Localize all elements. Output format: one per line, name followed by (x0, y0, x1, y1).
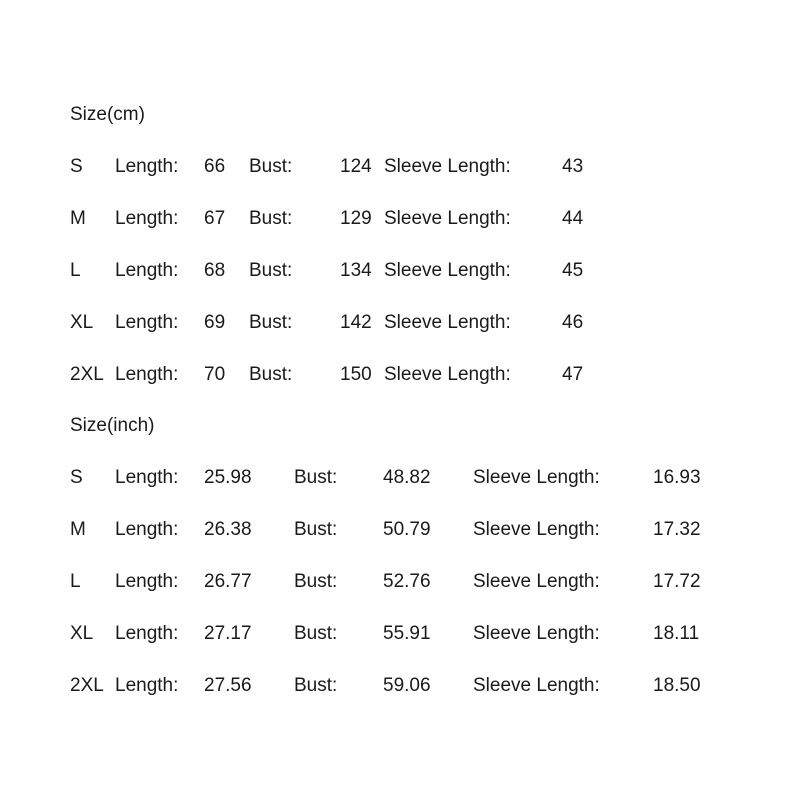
sleeve-length-value: 17.72 (653, 571, 701, 592)
size-label: L (70, 571, 81, 592)
length-label: Length: (115, 467, 179, 488)
length-value: 70 (204, 364, 226, 385)
bust-value: 48.82 (383, 467, 431, 488)
sleeve-length-label: Sleeve Length: (384, 312, 511, 333)
size-label: S (70, 156, 83, 177)
bust-label: Bust: (294, 675, 338, 696)
length-value: 27.56 (204, 675, 252, 696)
length-label: Length: (115, 623, 179, 644)
sleeve-length-value: 45 (562, 260, 584, 281)
size-row-cm-xl (0, 311, 800, 335)
size-inch-title: Size(inch) (70, 415, 155, 436)
length-label: Length: (115, 675, 179, 696)
sleeve-length-label: Sleeve Length: (473, 467, 600, 488)
size-row-cm-s (0, 155, 800, 179)
bust-value: 50.79 (383, 519, 431, 540)
length-value: 67 (204, 208, 226, 229)
bust-value: 129 (340, 208, 372, 229)
size-label: XL (70, 312, 94, 333)
bust-label: Bust: (294, 571, 338, 592)
sleeve-length-label: Sleeve Length: (384, 260, 511, 281)
size-label: XL (70, 623, 94, 644)
bust-label: Bust: (249, 208, 293, 229)
length-value: 25.98 (204, 467, 252, 488)
sleeve-length-label: Sleeve Length: (473, 571, 600, 592)
bust-value: 52.76 (383, 571, 431, 592)
size-row-inch-s (0, 466, 800, 490)
size-label: M (70, 519, 86, 540)
length-value: 26.38 (204, 519, 252, 540)
length-value: 69 (204, 312, 226, 333)
bust-label: Bust: (249, 364, 293, 385)
size-row-inch-xl (0, 622, 800, 646)
sleeve-length-value: 43 (562, 156, 584, 177)
sleeve-length-value: 16.93 (653, 467, 701, 488)
length-value: 27.17 (204, 623, 252, 644)
size-row-inch-l (0, 570, 800, 594)
sleeve-length-label: Sleeve Length: (384, 156, 511, 177)
bust-value: 55.91 (383, 623, 431, 644)
sleeve-length-label: Sleeve Length: (473, 675, 600, 696)
size-label: 2XL (70, 675, 104, 696)
sleeve-length-value: 46 (562, 312, 584, 333)
bust-label: Bust: (249, 312, 293, 333)
bust-value: 142 (340, 312, 372, 333)
length-label: Length: (115, 519, 179, 540)
length-label: Length: (115, 364, 179, 385)
length-value: 26.77 (204, 571, 252, 592)
bust-value: 150 (340, 364, 372, 385)
size-row-cm-l (0, 259, 800, 283)
sleeve-length-value: 44 (562, 208, 584, 229)
sleeve-length-label: Sleeve Length: (473, 623, 600, 644)
bust-label: Bust: (294, 467, 338, 488)
length-value: 68 (204, 260, 226, 281)
bust-value: 134 (340, 260, 372, 281)
sleeve-length-value: 47 (562, 364, 584, 385)
size-row-inch-m (0, 518, 800, 542)
size-label: M (70, 208, 86, 229)
length-label: Length: (115, 571, 179, 592)
sleeve-length-label: Sleeve Length: (384, 364, 511, 385)
length-value: 66 (204, 156, 226, 177)
sleeve-length-value: 18.11 (653, 623, 700, 644)
size-label: S (70, 467, 83, 488)
length-label: Length: (115, 260, 179, 281)
sleeve-length-label: Sleeve Length: (384, 208, 511, 229)
length-label: Length: (115, 312, 179, 333)
sleeve-length-value: 18.50 (653, 675, 701, 696)
bust-label: Bust: (249, 260, 293, 281)
size-row-inch-2xl (0, 674, 800, 698)
size-cm-title: Size(cm) (70, 104, 145, 125)
size-label: L (70, 260, 81, 281)
size-row-cm-2xl (0, 363, 800, 387)
size-label: 2XL (70, 364, 104, 385)
bust-label: Bust: (294, 519, 338, 540)
sleeve-length-label: Sleeve Length: (473, 519, 600, 540)
length-label: Length: (115, 156, 179, 177)
bust-label: Bust: (249, 156, 293, 177)
bust-value: 124 (340, 156, 372, 177)
length-label: Length: (115, 208, 179, 229)
sleeve-length-value: 17.32 (653, 519, 701, 540)
bust-label: Bust: (294, 623, 338, 644)
size-row-cm-m (0, 207, 800, 231)
bust-value: 59.06 (383, 675, 431, 696)
